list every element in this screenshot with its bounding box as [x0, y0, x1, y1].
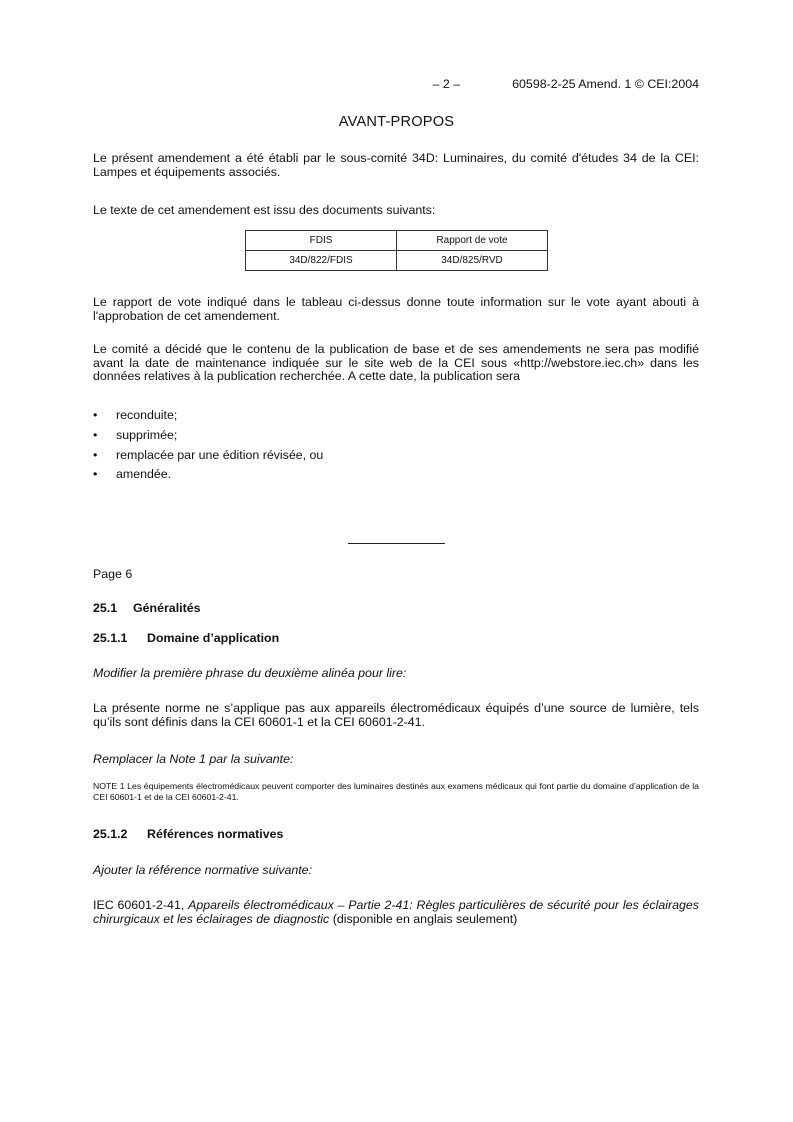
committee-paragraph: Le comité a décidé que le contenu de la publication de base et de ses amendements ne sera pas modifié avant la date de maintenance indiquée sur le site web de la CEI sous «http://webstore.iec.ch» dans les données relatives à la publication recherchée. A cette date, la publication sera	[93, 342, 699, 383]
section-title: Références normatives	[147, 827, 284, 841]
table-cell: 34D/825/RVD	[397, 251, 548, 271]
section-title: Généralités	[133, 601, 201, 615]
reference-note: (disponible en anglais seulement)	[329, 911, 518, 926]
bullet-icon: •	[93, 408, 98, 422]
instruction-modify: Modifier la première phrase du deuxième alinéa pour lire:	[93, 666, 407, 680]
table-cell: 34D/822/FDIS	[246, 251, 397, 271]
table-header-cell: Rapport de vote	[397, 231, 548, 251]
section-divider	[348, 543, 445, 544]
section-title: Domaine d’application	[147, 631, 280, 645]
section-heading-domaine	[93, 631, 279, 645]
page-number: – 2 –	[432, 77, 461, 91]
instruction-replace-note: Remplacer la Note 1 par la suivante:	[93, 752, 294, 766]
section-number: 25.1	[93, 601, 118, 615]
page-header	[0, 77, 699, 91]
scope-paragraph: La présente norme ne s’applique pas aux appareils électromédicaux équipés d’une source de lumière, tels qu’ils sont définis dans la CEI 60601-1 et la CEI 60601-2-41.	[93, 701, 699, 729]
table-row	[246, 251, 548, 271]
instruction-add-reference: Ajouter la référence normative suivante:	[93, 863, 313, 877]
documents-sentence: Le texte de cet amendement est issu des documents suivants:	[93, 203, 436, 217]
table-header-row	[246, 231, 548, 251]
normative-reference	[93, 899, 699, 926]
reference-title: Appareils électromédicaux – Partie 2-41: Règles particulières de sécurité pour les éclairages chirurgicaux et les éclairages de diagnostic	[93, 898, 699, 926]
list-item: • remplacée par une édition révisée, ou	[93, 447, 324, 462]
document-reference: 60598-2-25 Amend. 1 © CEI:2004	[512, 77, 699, 91]
section-heading-references	[93, 827, 283, 841]
vote-table	[245, 230, 548, 271]
publication-options-list	[93, 409, 699, 488]
table-header-cell: FDIS	[246, 231, 397, 251]
list-item: • amendée.	[93, 467, 172, 482]
page-title: AVANT-PROPOS	[338, 114, 455, 130]
reference-id: IEC 60601-2-41,	[93, 898, 189, 912]
intro-paragraph: Le présent amendement a été établi par le sous-comité 34D: Luminaires, du comité d'études 34 de la CEI: Lampes et équipements associés.	[93, 151, 699, 179]
bullet-icon: •	[93, 467, 98, 482]
vote-paragraph: Le rapport de vote indiqué dans le tableau ci-dessus donne toute information sur le vote ayant abouti à l'approbation de cet amendement.	[93, 295, 699, 323]
list-item: • reconduite;	[93, 408, 178, 422]
bullet-icon: •	[93, 447, 98, 462]
section-number: 25.1.1	[93, 631, 128, 645]
page-reference: Page 6	[93, 567, 133, 581]
section-number: 25.1.2	[93, 827, 128, 841]
bullet-icon: •	[93, 427, 98, 442]
section-heading-generalites	[93, 601, 201, 615]
note-1: NOTE 1 Les équipements électromédicaux peuvent comporter des luminaires destinés aux examens médicaux qui font partie du domaine d’application de la CEI 60601-1 et de la CEI 60601-2-41.	[93, 781, 699, 802]
list-item: • supprimée;	[93, 427, 178, 442]
